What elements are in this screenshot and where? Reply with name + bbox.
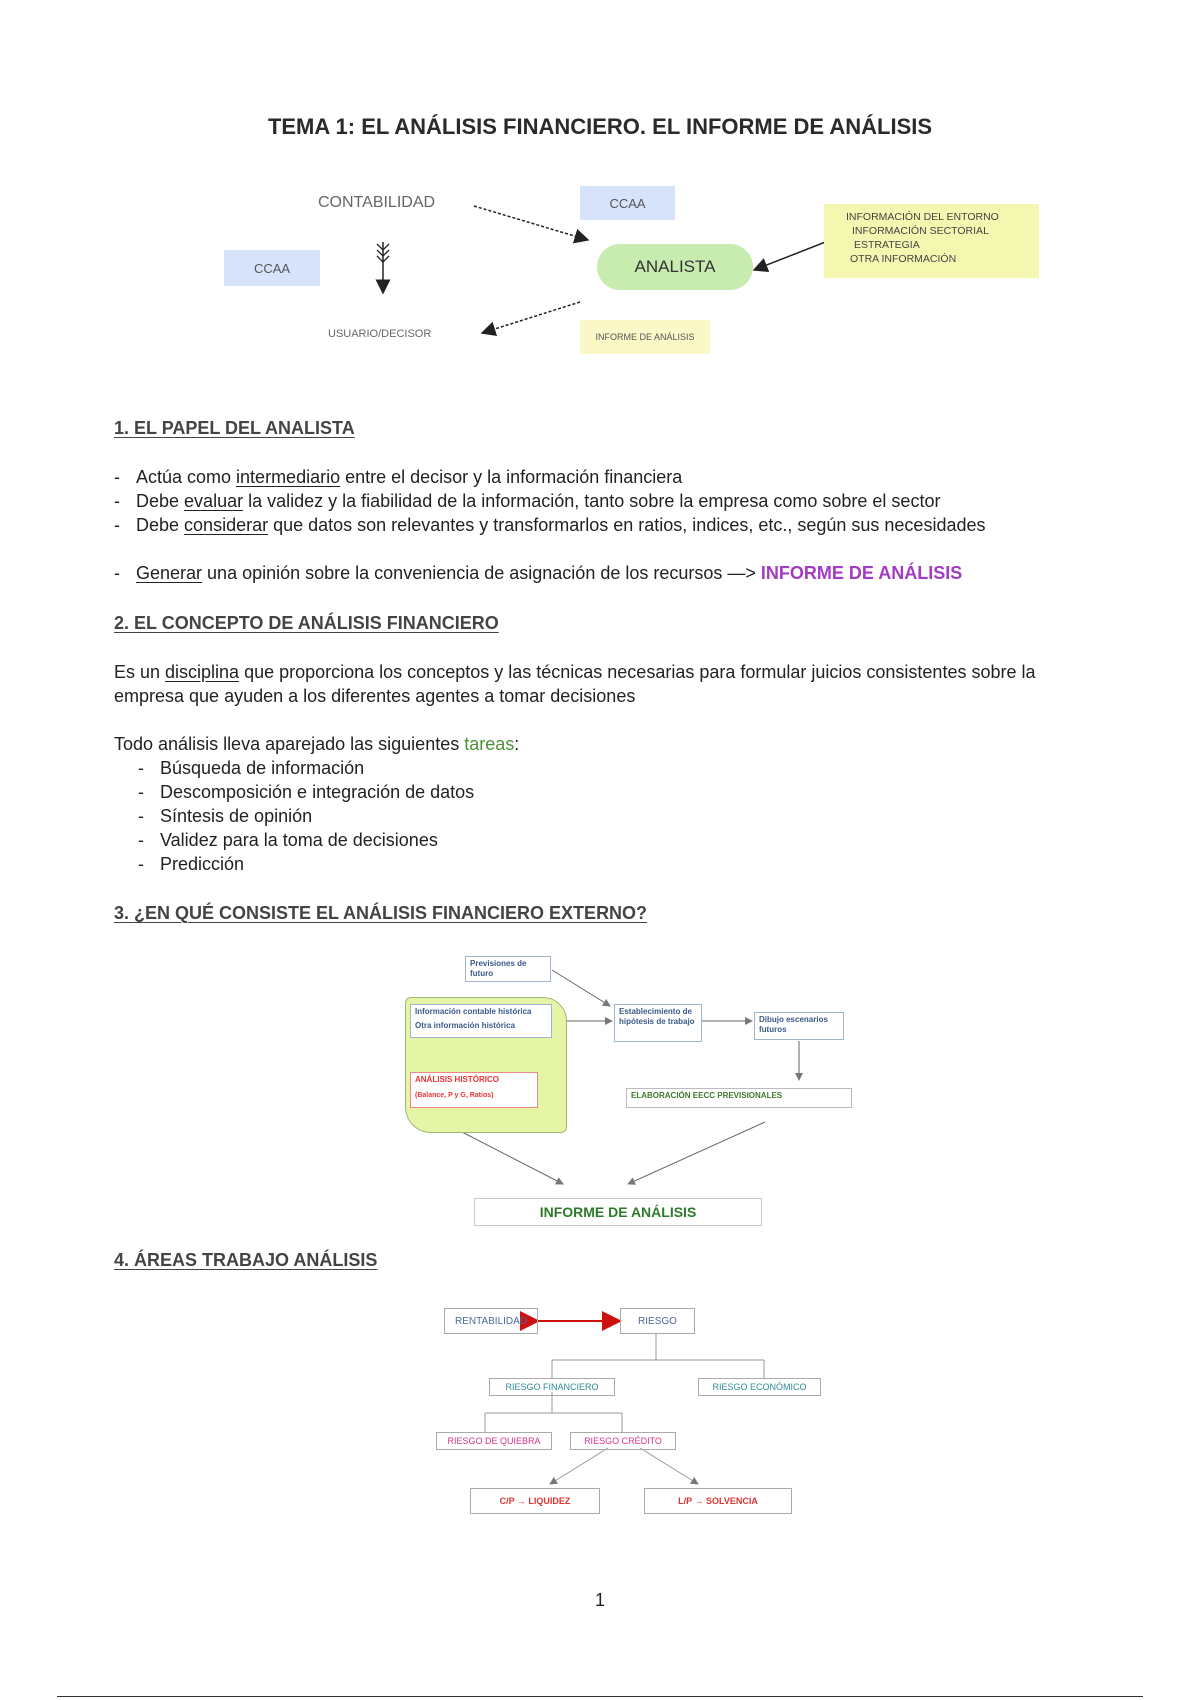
task-item: Síntesis de opinión [160, 806, 313, 826]
arrow-contabilidad-analista [474, 206, 588, 240]
info-box [824, 204, 1039, 278]
rentabilidad-box: RENTABILIDAD [444, 1308, 538, 1334]
hist-title: ANÁLISIS HISTÓRICO [415, 1075, 500, 1084]
task-item: Predicción [160, 854, 245, 874]
section1-item: Debe considerar que datos son relevantes y transformarlos en ratios, indices, etc., según sus necesidades [136, 515, 986, 535]
section4-heading: 4. ÁREAS TRABAJO ANÁLISIS [114, 1250, 378, 1270]
section2-heading: 2. EL CONCEPTO DE ANÁLISIS FINANCIERO [114, 613, 499, 633]
usuario-label: USUARIO/DECISOR [328, 328, 432, 340]
elaboracion-box: ELABORACIÓN EECC PREVISIONALES [626, 1088, 852, 1108]
riesgo-quiebra-box: RIESGO DE QUIEBRA [436, 1432, 552, 1450]
info-line: INFORMACIÓN SECTORIAL [852, 225, 989, 237]
section2-paragraph: Es un disciplina que proporciona los conceptos y las técnicas necesarias para formular juicios consistentes sobre la empresa que ayuden a los diferentes agentes a tomar decisiones [114, 662, 1036, 706]
informe-analisis-box: INFORME DE ANÁLISIS [474, 1198, 762, 1226]
page-title: TEMA 1: EL ANÁLISIS FINANCIERO. EL INFORME DE ANÁLISIS [267, 114, 933, 139]
info-historica-line: Información contable histórica [415, 1007, 532, 1016]
info-historica-line: Otra información histórica [415, 1021, 516, 1030]
section1-item: Debe evaluar la validez y la fiabilidad de la información, tanto sobre la empresa como sobre el sector [136, 491, 941, 511]
section3-heading: 3. ¿EN QUÉ CONSISTE EL ANÁLISIS FINANCIERO EXTERNO? [114, 903, 648, 923]
contabilidad-label: CONTABILIDAD [318, 194, 436, 211]
page-number: 1 [594, 1590, 605, 1610]
liquidez-box: C/P → LIQUIDEZ [470, 1488, 600, 1514]
previsiones-box: Previsiones de futuro [465, 956, 551, 982]
informe-highlight: INFORME DE ANÁLISIS [760, 563, 963, 583]
task-item: Descomposición e integración de datos [160, 782, 475, 802]
section1-item: Actúa como intermediario entre el decisor y la información financiera [136, 467, 683, 487]
ccaa-left-box: CCAA [224, 250, 320, 286]
establecimiento-box: Establecimiento de hipótesis de trabajo [614, 1004, 702, 1042]
arrow-info-analista [754, 241, 828, 270]
section1-heading: 1. EL PAPEL DEL ANALISTA [114, 418, 355, 438]
ccaa-top-box: CCAA [580, 186, 675, 220]
informe-box: INFORME DE ANÁLISIS [580, 320, 710, 354]
dibujo-box: Dibujo escenarios futuros [754, 1012, 844, 1040]
info-historica-box [410, 1004, 552, 1038]
task-item: Búsqueda de información [160, 758, 365, 778]
arrow-analista-usuario [482, 302, 580, 333]
riesgo-credito-box: RIESGO CRÉDITO [570, 1432, 676, 1450]
solvencia-box: L/P → SOLVENCIA [644, 1488, 792, 1514]
info-line: OTRA INFORMACIÓN [850, 253, 957, 265]
analista-node: ANALISTA [597, 244, 753, 290]
section1-item: Generar una opinión sobre la conveniencia de asignación de los recursos —> INFORME DE ANÁLISIS [136, 563, 963, 583]
info-line: INFORMACIÓN DEL ENTORNO [846, 211, 999, 223]
riesgo-box: RIESGO [620, 1308, 695, 1334]
task-item: Validez para la toma de decisiones [160, 830, 438, 850]
section2-tasks-intro: Todo análisis lleva aparejado las siguientes tareas: [114, 734, 520, 754]
riesgo-economico-box: RIESGO ECONÓMICO [698, 1378, 821, 1396]
footer-divider [57, 1696, 1143, 1697]
riesgo-financiero-box: RIESGO FINANCIERO [489, 1378, 615, 1396]
hist-subtitle: (Balance, P y G, Ratios) [415, 1092, 494, 1099]
info-line: ESTRATEGIA [854, 239, 920, 251]
analisis-historico-box [410, 1072, 538, 1108]
